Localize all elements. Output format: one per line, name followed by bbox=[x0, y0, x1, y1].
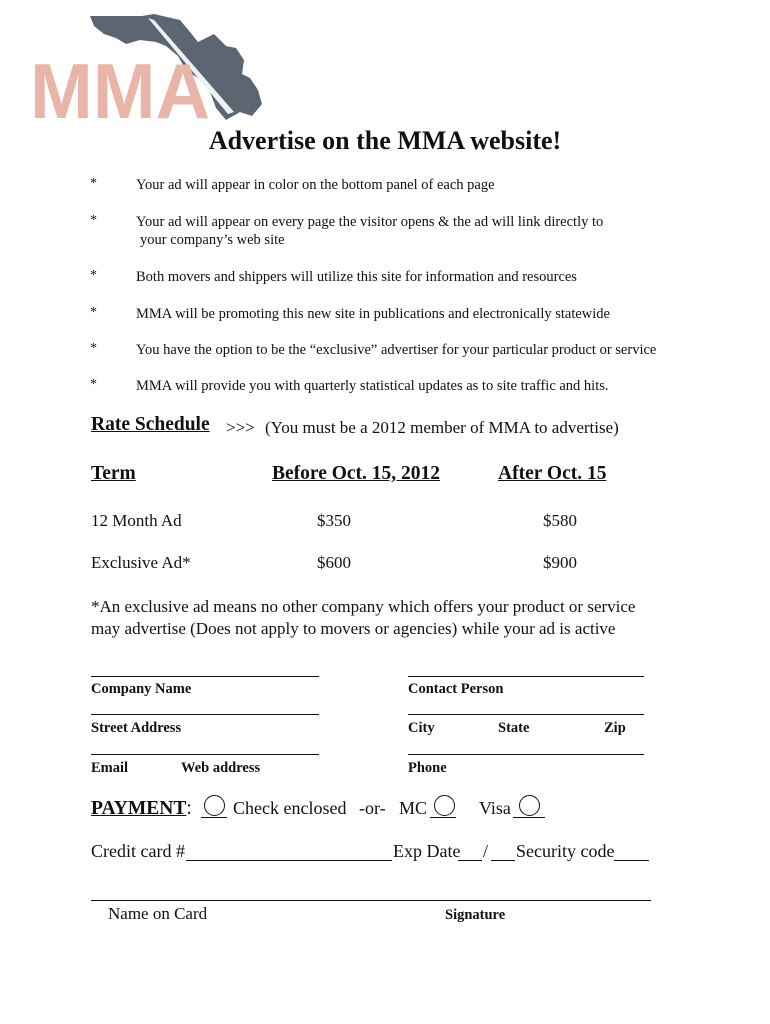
phone-field[interactable] bbox=[408, 754, 644, 755]
exp-year-field[interactable] bbox=[491, 860, 515, 861]
exclusive-footnote bbox=[91, 596, 635, 640]
check-blank bbox=[201, 817, 227, 818]
exp-slash: / bbox=[483, 841, 489, 861]
or-label: -or- bbox=[359, 798, 386, 818]
payment-label: PAYMENT bbox=[91, 798, 187, 819]
credit-card-number-field[interactable] bbox=[186, 860, 392, 861]
after-header: After Oct. 15 bbox=[498, 463, 607, 484]
company-name-label: Company Name bbox=[91, 681, 192, 697]
bullet-marker: * bbox=[90, 341, 97, 356]
name-signature-field[interactable] bbox=[91, 900, 651, 901]
check-enclosed-label: Check enclosed bbox=[233, 798, 347, 818]
payment-colon: : bbox=[186, 798, 192, 819]
contact-person-field[interactable] bbox=[408, 676, 644, 677]
exp-date-label: Exp Date bbox=[393, 841, 461, 861]
city-label: City bbox=[408, 720, 435, 736]
visa-label: Visa bbox=[479, 798, 511, 818]
exp-month-field[interactable] bbox=[458, 860, 482, 861]
bullet-marker: * bbox=[90, 305, 97, 320]
signature-label: Signature bbox=[445, 907, 506, 923]
footnote-line: *An exclusive ad means no other company which offers your product or service bbox=[91, 597, 636, 616]
logo-text: MMA bbox=[30, 47, 210, 124]
bullet-marker: * bbox=[90, 377, 97, 392]
row-before-price: $350 bbox=[317, 511, 351, 530]
state-label: State bbox=[498, 720, 530, 736]
mma-logo bbox=[30, 12, 270, 124]
city-state-zip-field[interactable] bbox=[408, 714, 644, 715]
before-header: Before Oct. 15, 2012 bbox=[272, 463, 441, 484]
company-name-field[interactable] bbox=[91, 676, 319, 677]
street-address-label: Street Address bbox=[91, 720, 182, 736]
bullet-text: your company’s web site bbox=[140, 232, 285, 248]
bullet-text: You have the option to be the “exclusive” advertiser for your particular product or service bbox=[136, 342, 657, 358]
mc-label: MC bbox=[399, 798, 428, 818]
web-address-label: Web address bbox=[181, 760, 261, 776]
check-enclosed-checkbox[interactable] bbox=[204, 795, 225, 816]
credit-card-label: Credit card # bbox=[91, 841, 185, 861]
email-web-field[interactable] bbox=[91, 754, 319, 755]
rate-arrows: >>> bbox=[226, 418, 255, 437]
security-code-field[interactable] bbox=[614, 860, 649, 861]
contact-person-label: Contact Person bbox=[408, 681, 504, 697]
bullet-text: Your ad will appear on every page the visitor opens & the ad will link directly to bbox=[136, 214, 604, 230]
rate-schedule-heading: Rate Schedule bbox=[91, 414, 210, 435]
row-after-price: $580 bbox=[543, 511, 577, 530]
bullet-text: MMA will be promoting this new site in publications and electronically statewide bbox=[136, 306, 610, 322]
row-before-price: $600 bbox=[317, 553, 351, 572]
street-address-field[interactable] bbox=[91, 714, 319, 715]
phone-label: Phone bbox=[408, 760, 447, 776]
visa-checkbox[interactable] bbox=[519, 795, 540, 816]
zip-label: Zip bbox=[604, 720, 626, 736]
bullet-text: MMA will provide you with quarterly statistical updates as to site traffic and hits. bbox=[136, 378, 609, 394]
visa-blank bbox=[513, 817, 545, 818]
bullet-marker: * bbox=[90, 268, 97, 283]
mc-checkbox[interactable] bbox=[434, 795, 455, 816]
bullet-text: Your ad will appear in color on the bottom panel of each page bbox=[136, 177, 495, 193]
mc-blank bbox=[430, 817, 456, 818]
row-after-price: $900 bbox=[543, 553, 577, 572]
rate-note: (You must be a 2012 member of MMA to advertise) bbox=[265, 418, 619, 437]
name-on-card-label: Name on Card bbox=[108, 904, 208, 923]
row-term: Exclusive Ad* bbox=[91, 553, 191, 572]
footnote-line: may advertise (Does not apply to movers or agencies) while your ad is active bbox=[91, 619, 616, 638]
term-header: Term bbox=[91, 463, 136, 484]
page-title: Advertise on the MMA website! bbox=[208, 126, 562, 155]
bullet-marker: * bbox=[90, 213, 97, 228]
row-term: 12 Month Ad bbox=[91, 511, 182, 530]
bullet-text: Both movers and shippers will utilize this site for information and resources bbox=[136, 269, 577, 285]
security-code-label: Security code bbox=[516, 841, 615, 861]
bullet-marker: * bbox=[90, 176, 97, 191]
email-label: Email bbox=[91, 760, 129, 776]
payment-label-wrap bbox=[91, 798, 192, 820]
